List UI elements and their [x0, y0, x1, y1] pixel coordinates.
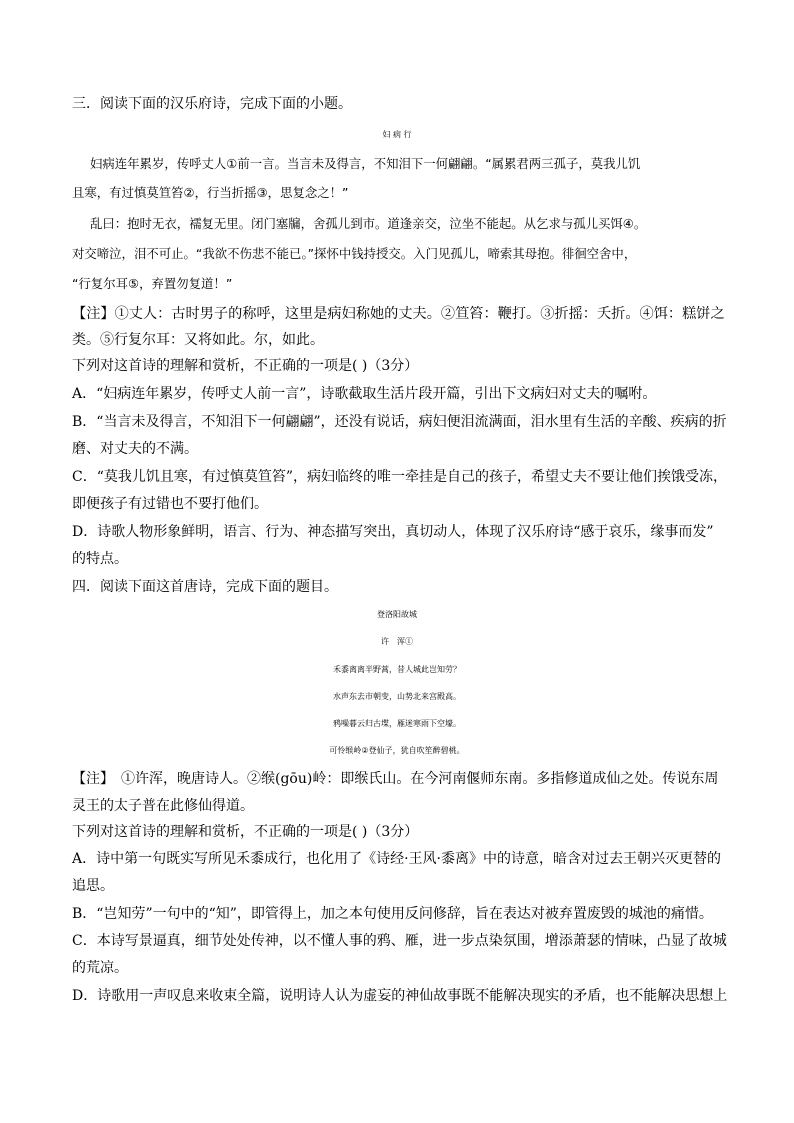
- section3-option-line: 即便孩子有过错也不要打他们。: [72, 496, 268, 512]
- section4-question: 下列对这首诗的理解和赏析，不正确的一项是( )（3分）: [72, 824, 419, 840]
- section4-poem-line: 水声东去市朝变，山势北来宫殿高。: [333, 692, 461, 701]
- section4-option-line: D．诗歌用一声叹息来收束全篇，说明诗人认为虚妄的神仙故事既不能解决现实的矛盾，也不能解决思想上: [72, 988, 728, 1004]
- section4-option-line: B．“岂知劳”一句中的“知”，即管得上，加之本句使用反问修辞，旨在表达对被弃置废毁的城池的痛惜。: [72, 906, 713, 922]
- section3-note-line: 【注】①丈人：古时男子的称呼，这里是病妇称她的丈夫。②笪笞：鞭打。③折摇：夭折。④饵：糕饼之: [72, 306, 725, 322]
- section4-poem-title: 登洛阳故城: [377, 610, 417, 619]
- section4-author: 许 浑①: [381, 637, 413, 646]
- section3-poem-title: 妇 病 行: [382, 130, 412, 139]
- section3-note-line: 类。⑤行复尔耳：又将如此。尔，如此。: [72, 332, 324, 348]
- section3-poem-line: 且寒，有过慎莫笪笞②，行当折摇③，思复念之！”: [72, 185, 349, 200]
- section3-poem-line: 对交啼泣，泪不可止。“我欲不伤悲不能已。”探怀中钱持授交。入门见孤儿，啼索其母抱。徘徊空舍中，: [72, 246, 637, 261]
- section3-option-line: 的特点。: [72, 551, 128, 567]
- section4-note-line: 【注】 ①许浑，晚唐诗人。②缑(gōu)岭：即缑氏山。在今河南偃师东南。多指修道成仙之处。传说东周: [72, 771, 719, 787]
- section4-option-line: 的荒凉。: [72, 960, 128, 976]
- section3-poem-line: “行复尔耳⑤，弃置勿复道！”: [72, 276, 233, 291]
- section3-option-line: B．“当言未及得言，不知泪下一何翩翩”，还没有说话，病妇便泪流满面，泪水里有生活的辛酸、疾病的折: [72, 414, 727, 430]
- section4-poem-line: 禾黍离离半野蒿，昔人城此岂知劳？: [333, 665, 461, 674]
- section3-option-line: D．诗歌人物形象鲜明，语言、行为、神态描写突出，真切动人，体现了汉乐府诗“感于哀乐，缘事而发”: [72, 524, 714, 540]
- section3-poem-line: 妇病连年累岁，传呼丈人①前一言。当言未及得言，不知泪下一何翩翩。“属累君两三孤子，莫我儿饥: [90, 156, 641, 171]
- section4-option-line: A．诗中第一句既实写所见禾黍成行，也化用了《诗经·王风·黍离》中的诗意，暗含对过去王朝兴灭更替的: [72, 851, 722, 867]
- section3-option-line: C．“莫我儿饥且寒，有过慎莫笪笞”，病妇临终的唯一牵挂是自己的孩子，希望丈夫不要让他们挨饿受冻，: [72, 469, 728, 485]
- section3-heading: 三．阅读下面的汉乐府诗，完成下面的小题。: [72, 96, 352, 112]
- section4-note-line: 灵王的太子普在此修仙得道。: [72, 798, 254, 814]
- section3-poem-line: 乱曰：抱时无衣，襦复无里。闭门塞牖，舍孤儿到市。道逢亲交，泣坐不能起。从乞求与孤儿买饵④。: [90, 216, 647, 231]
- section4-heading: 四．阅读下面这首唐诗，完成下面的题目。: [72, 579, 338, 595]
- section3-option-line: A．“妇病连年累岁，传呼丈人前一言”，诗歌截取生活片段开篇，引出下文病妇对丈夫的嘱咐。: [72, 386, 657, 402]
- section4-option-line: 追思。: [72, 878, 114, 894]
- section4-poem-line: 鸦噪暮云归古堞，雁迷寒雨下空壕。: [333, 719, 461, 728]
- section3-question: 下列对这首诗的理解和赏析，不正确的一项是( )（3分）: [72, 358, 419, 374]
- section3-option-line: 磨、对丈夫的不满。: [72, 441, 198, 457]
- section4-poem-line: 可怜缑岭②登仙子，犹自吹笙醉碧桃。: [329, 746, 465, 755]
- section4-option-line: C．本诗写景逼真，细节处处传神，以不懂人事的鸦、雁，进一步点染氛围，增添萧瑟的情味，凸显了故城: [72, 933, 727, 949]
